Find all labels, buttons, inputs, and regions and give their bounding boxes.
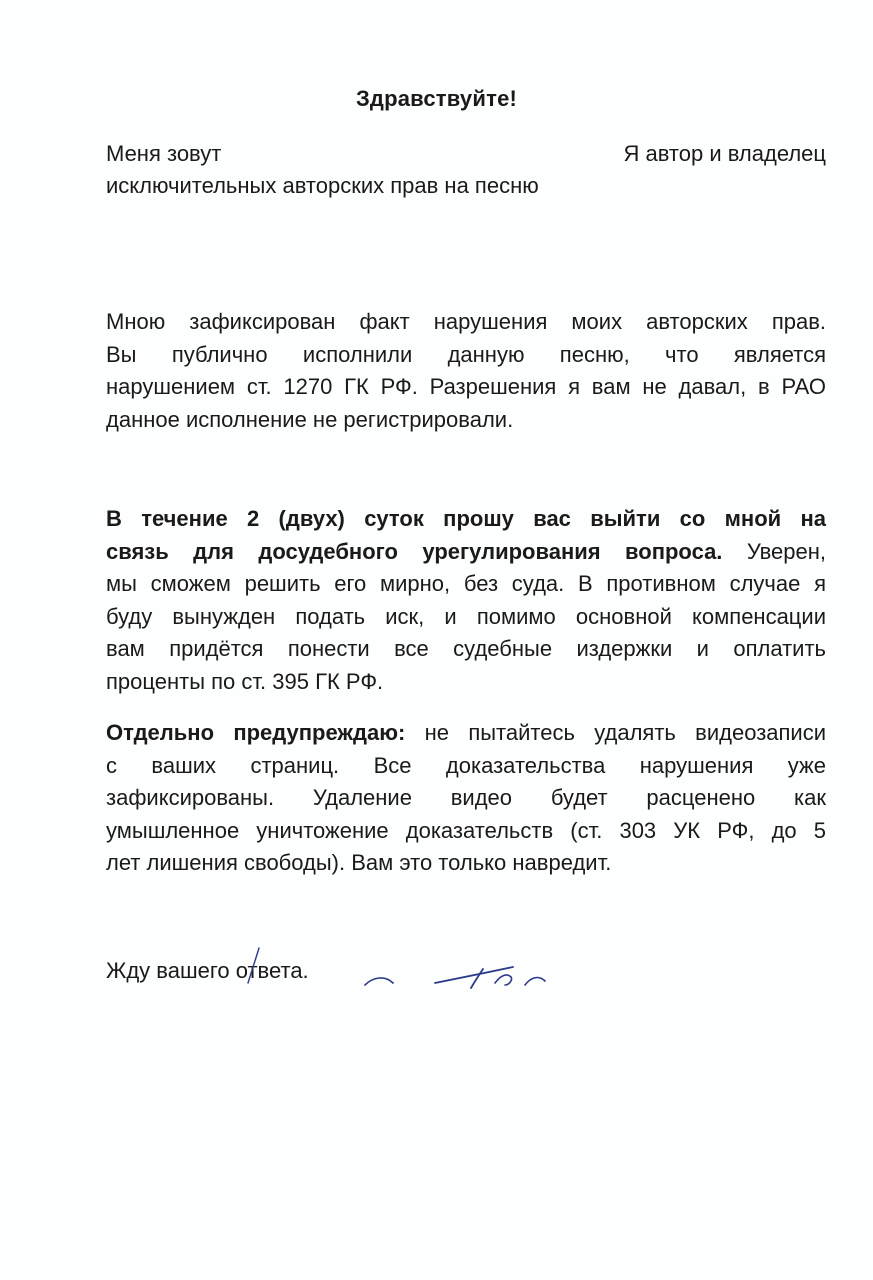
- warning-line-1: [106, 717, 826, 750]
- violation-line: нарушением ст. 1270 ГК РФ. Разрешения я вам не давал, в РАО: [106, 374, 826, 399]
- warning-bold-text: Отдельно предупреждаю:: [106, 720, 406, 745]
- pen-stroke-mark: [244, 946, 264, 986]
- request-line-rest: Уверен,: [722, 538, 826, 564]
- violation-paragraph: [106, 306, 826, 436]
- violation-line: Мною зафиксирован факт нарушения моих авторских прав.: [106, 309, 826, 334]
- warning-line-rest: не пытайтесь удалять видеозаписи: [405, 720, 827, 745]
- handwritten-signature: [355, 955, 555, 995]
- request-paragraph: [106, 503, 826, 698]
- intro-name-label: Меня зовут: [106, 141, 222, 166]
- request-line: буду вынужден подать иск, и помимо основной компенсации: [106, 603, 826, 629]
- warning-line: лет лишения свободы). Вам это только навредит.: [106, 850, 612, 875]
- request-line: проценты по ст. 395 ГК РФ.: [106, 668, 384, 694]
- request-line: вам придётся понести все судебные издержки и оплатить: [106, 636, 826, 661]
- request-line: мы сможем решить его мирно, без суда. В противном случае я: [106, 571, 826, 596]
- violation-line: Вы публично исполнили данную песню, что является: [106, 341, 826, 367]
- request-line-bold: В течение 2 (двух) суток прошу вас выйти со мной на: [106, 506, 826, 531]
- intro-line-1: [106, 138, 826, 170]
- intro-line-2: исключительных авторских прав на песню: [106, 173, 539, 198]
- letter-greeting: Здравствуйте!: [355, 86, 518, 111]
- intro-author-statement: Я автор и владелец: [623, 141, 826, 166]
- warning-line: с ваших страниц. Все доказательства нарушения уже: [106, 752, 826, 778]
- intro-paragraph: [106, 138, 826, 203]
- warning-line: зафиксированы. Удаление видео будет расценено как: [106, 785, 826, 810]
- warning-line: умышленное уничтожение доказательств (ст. 303 УК РФ, до 5: [106, 817, 826, 843]
- warning-paragraph: [106, 717, 826, 880]
- request-line-2: [106, 536, 826, 569]
- violation-line: данное исполнение не регистрировали.: [106, 406, 514, 432]
- request-bold-text: связь для досудебного урегулирования вопроса.: [106, 538, 723, 564]
- closing-text: Жду вашего ответа.: [106, 958, 309, 983]
